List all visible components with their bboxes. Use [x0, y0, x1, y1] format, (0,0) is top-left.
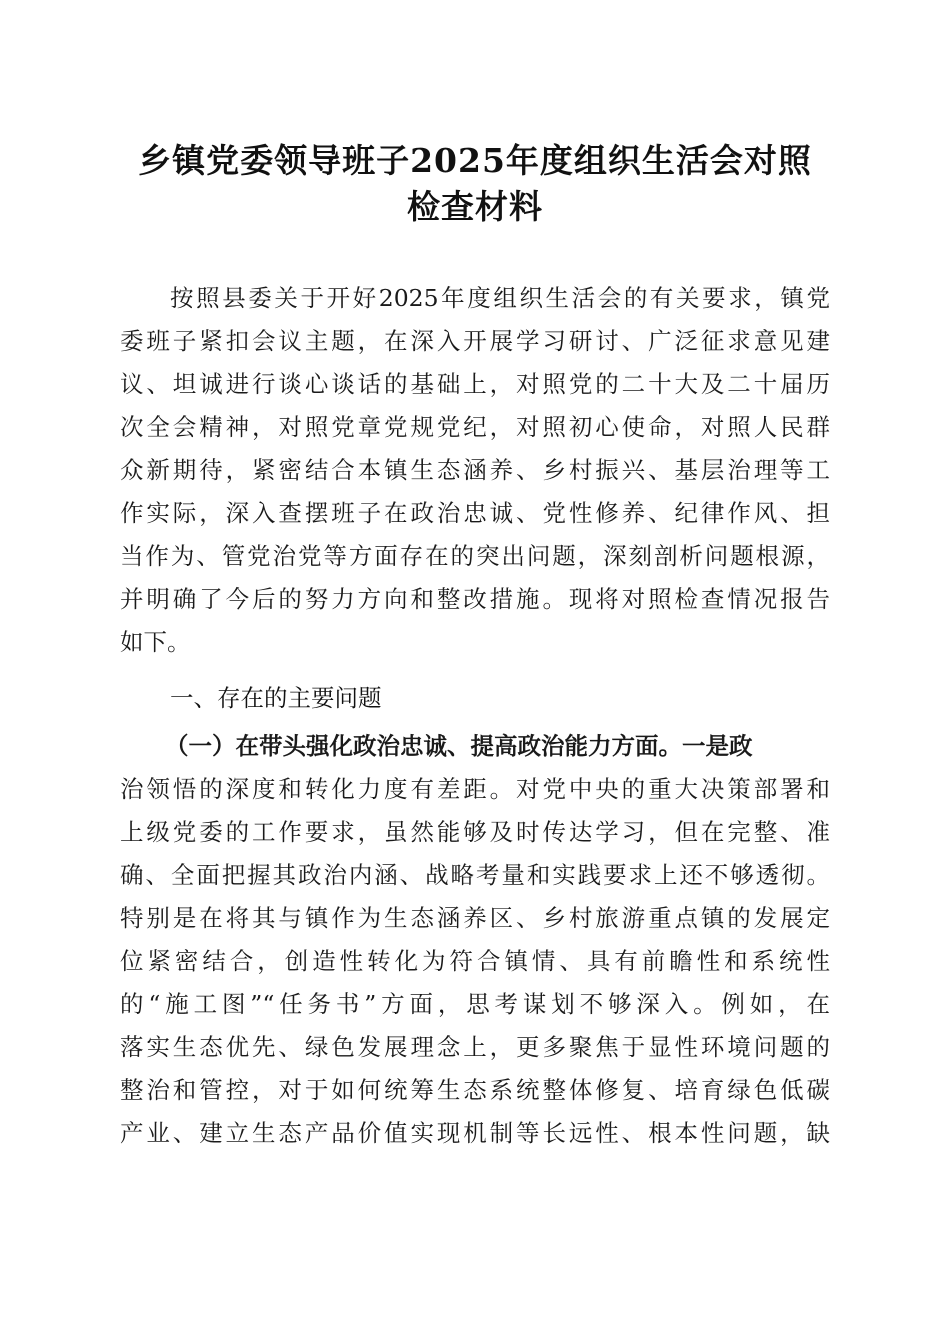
body-line-3: 确、全面把握其政治内涵、战略考量和实践要求上还不够透彻。: [120, 861, 830, 889]
document-title-line-1: 乡镇党委领导班子2025年度组织生活会对照: [138, 141, 812, 180]
document-title-line-2: 检查材料: [407, 187, 543, 226]
body-line-2: 上级党委的工作要求，虽然能够及时传达学习，但在完整、准: [120, 818, 830, 846]
body-line-1: 治领悟的深度和转化力度有差距。对党中央的重大决策部署和: [120, 775, 830, 803]
body-line-7: 落实生态优先、绿色发展理念上，更多聚焦于显性环境问题的: [120, 1033, 830, 1061]
intro-line-7: 当作为、管党治党等方面存在的突出问题，深刻剖析问题根源，: [120, 542, 830, 570]
intro-line-9: 如下。: [120, 628, 191, 656]
subsection-heading-1: [165, 730, 830, 762]
intro-line-8: 并明确了今后的努力方向和整改措施。现将对照检查情况报告: [120, 585, 830, 613]
intro-line-5: 众新期待，紧密结合本镇生态涵养、乡村振兴、基层治理等工: [120, 456, 830, 484]
body-line-8: 整治和管控，对于如何统筹生态系统整体修复、培育绿色低碳: [120, 1076, 830, 1104]
body-line-4: 特别是在将其与镇作为生态涵养区、乡村旅游重点镇的发展定: [120, 904, 830, 932]
subsection-heading-1-lead: 一是政: [682, 732, 753, 760]
intro-line-6: 作实际，深入查摆班子在政治忠诚、党性修养、纪律作风、担: [120, 499, 830, 527]
intro-line-4: 次全会精神，对照党章党规党纪，对照初心使命，对照人民群: [120, 413, 830, 441]
body-line-5: 位紧密结合，创造性转化为符合镇情、具有前瞻性和系统性: [120, 947, 830, 975]
body-line-9: 产业、建立生态产品价值实现机制等长远性、根本性问题，缺: [120, 1119, 830, 1147]
intro-line-2: 委班子紧扣会议主题，在深入开展学习研讨、广泛征求意见建: [120, 327, 830, 355]
section-heading-1: 一、存在的主要问题: [170, 684, 382, 712]
intro-line-3: 议、坦诚进行谈心谈话的基础上，对照党的二十大及二十届历: [120, 370, 830, 398]
subsection-heading-1-title: （一）在带头强化政治忠诚、提高政治能力方面。: [165, 732, 682, 760]
intro-line-1: 按照县委关于开好2025年度组织生活会的有关要求，镇党: [170, 284, 830, 312]
body-line-6: 的“施工图”“任务书”方面，思考谋划不够深入。例如，在: [120, 990, 830, 1018]
